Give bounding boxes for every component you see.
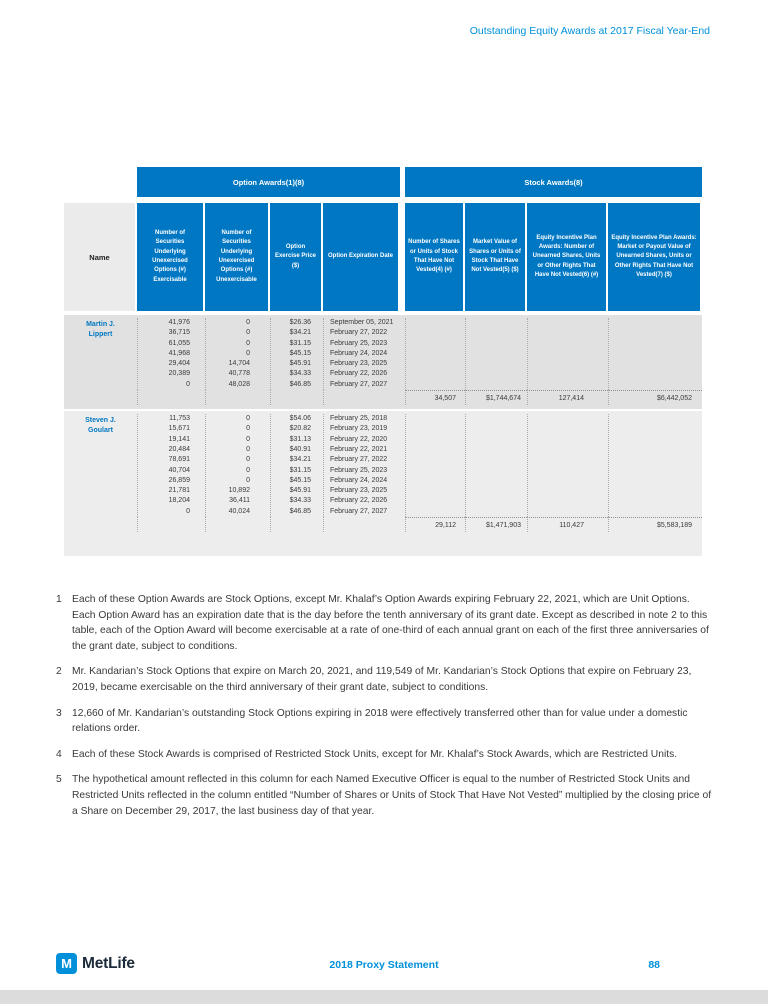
exercisable-value: 0 bbox=[186, 380, 190, 388]
stock-column-spacer bbox=[527, 414, 608, 517]
expiration_date-value: February 23, 2019 bbox=[330, 425, 388, 433]
unexercisable-cell bbox=[205, 318, 270, 390]
column-header-eip-value: Equity Incentive Plan Awards: Market or Payout Value of Unearned Shares, Units or Other Rights That Have Not Vested(7) ($) bbox=[608, 203, 702, 311]
expiration_date-value: September 05, 2021 bbox=[330, 319, 394, 326]
exercise_price-value: $31.15 bbox=[289, 339, 311, 347]
column-header-exercisable: Number of Securities Underlying Unexercised Options (#) Exercisable bbox=[137, 203, 205, 311]
footnote-number: 4 bbox=[56, 748, 62, 760]
unexercisable-value: 0 bbox=[246, 425, 250, 433]
expiration_date-cell bbox=[323, 414, 405, 517]
exercisable-value: 0 bbox=[186, 507, 190, 515]
eip_unearned_value-value: $6,442,052 bbox=[608, 390, 702, 405]
expiration_date-value: February 23, 2025 bbox=[330, 487, 388, 495]
unexercisable-value: 10,892 bbox=[228, 487, 250, 495]
footnote-text: Mr. Kandarian’s Stock Options that expire on March 20, 2021, and 119,549 of Mr. Kandarian’s Stock Options that expire on February 23, 2019, became exercisable on the third anniversary of their grant date, subject to conditions. bbox=[72, 666, 692, 693]
expiration_date-value: February 22, 2021 bbox=[330, 445, 388, 453]
unexercisable-value: 0 bbox=[246, 319, 250, 326]
exercisable-value: 41,968 bbox=[168, 349, 190, 357]
exercisable-value: 20,389 bbox=[168, 370, 190, 378]
eip_unearned_units-value: 110,427 bbox=[527, 517, 608, 532]
table-row bbox=[64, 315, 702, 409]
unexercisable-value: 0 bbox=[246, 329, 250, 337]
stock-column-spacer bbox=[608, 318, 702, 390]
footnote-text: The hypothetical amount reflected in this column for each Named Executive Officer is equal to the number of Restricted Stock Units and Restricted Units reflected in the column entitled “Number of Shares or Units of Stock That Have Not Vested” multiplied by the closing price of a Share on December 29, 2017, the last business day of that year. bbox=[72, 774, 712, 817]
table-row bbox=[64, 409, 702, 556]
stock-column-spacer bbox=[608, 414, 702, 517]
expiration_date-value: February 24, 2024 bbox=[330, 349, 388, 357]
unexercisable-cell bbox=[205, 414, 270, 517]
units_not_vested-value: 29,112 bbox=[405, 517, 465, 532]
column-header-market-value: Market Value of Shares or Units of Stock That Have Not Vested(5) ($) bbox=[465, 203, 527, 311]
footnote-number: 3 bbox=[56, 707, 62, 719]
unexercisable-value: 0 bbox=[246, 349, 250, 357]
subtotal-spacer bbox=[64, 517, 137, 532]
stock-column-spacer bbox=[405, 414, 465, 517]
stock-column-spacer bbox=[527, 318, 608, 390]
unexercisable-value: 40,778 bbox=[228, 370, 250, 378]
expiration_date-value: February 22, 2020 bbox=[330, 435, 388, 443]
unexercisable-value: 48,028 bbox=[228, 380, 250, 388]
exercise_price-value: $31.13 bbox=[289, 435, 311, 443]
subtotal-spacer bbox=[137, 390, 205, 405]
exercisable-value: 20,484 bbox=[168, 445, 190, 453]
stock-column-spacer bbox=[465, 318, 527, 390]
unexercisable-value: 0 bbox=[246, 339, 250, 347]
unexercisable-value: 14,704 bbox=[228, 360, 250, 368]
eip_unearned_value-value: $5,583,189 bbox=[608, 517, 702, 532]
footnote-number: 1 bbox=[56, 594, 62, 605]
section-header: Outstanding Equity Awards at 2017 Fiscal Year-End bbox=[469, 25, 710, 37]
footnote-item bbox=[56, 706, 716, 737]
exercise_price-value: $45.91 bbox=[289, 360, 311, 368]
exercisable-value: 41,976 bbox=[168, 319, 190, 326]
exercisable-value: 11,753 bbox=[169, 415, 190, 423]
table-group-header-row bbox=[64, 167, 702, 197]
exercise_price-value: $34.33 bbox=[289, 497, 311, 505]
executive-name bbox=[64, 318, 137, 390]
executive-name-line: Lippert bbox=[88, 330, 113, 338]
exercisable-value: 78,691 bbox=[168, 456, 190, 464]
exercisable-value: 15,671 bbox=[168, 425, 190, 433]
column-header-units-not-vested: Number of Shares or Units of Stock That Have Not Vested(4) (#) bbox=[405, 203, 465, 311]
footnotes bbox=[56, 592, 716, 829]
exercise_price-value: $34.21 bbox=[289, 329, 311, 337]
table-body bbox=[64, 315, 702, 556]
unexercisable-value: 36,411 bbox=[229, 497, 250, 505]
footnote-text: 12,660 of Mr. Kandarian’s outstanding Stock Options expiring in 2018 were effectively transferred other than for value under a domestic relations order. bbox=[72, 707, 688, 735]
page-bottom-strip bbox=[0, 990, 768, 1004]
subtotal-spacer bbox=[205, 517, 270, 532]
stock-column-spacer bbox=[405, 318, 465, 390]
exercise_price-cell bbox=[270, 318, 323, 390]
expiration_date-value: February 22, 2026 bbox=[330, 497, 388, 505]
column-header-exercise-price: Option Exercise Price ($) bbox=[270, 203, 323, 311]
exercise_price-value: $54.06 bbox=[289, 415, 311, 423]
unexercisable-value: 0 bbox=[246, 476, 250, 484]
exercisable-value: 61,055 bbox=[168, 339, 190, 347]
unexercisable-value: 0 bbox=[246, 435, 250, 443]
column-header-unexercisable: Number of Securities Underlying Unexercised Options (#) Unexercisable bbox=[205, 203, 270, 311]
exercisable-cell bbox=[137, 414, 205, 517]
expiration_date-value: February 25, 2023 bbox=[330, 339, 388, 347]
exercisable-value: 26,859 bbox=[168, 476, 190, 484]
option-awards-group-header: Option Awards(1)(8) bbox=[137, 167, 400, 197]
footnote-number: 2 bbox=[56, 666, 62, 678]
exercise_price-value: $31.15 bbox=[289, 466, 311, 474]
market_value_not_vested-value: $1,471,903 bbox=[465, 517, 527, 532]
unexercisable-value: 0 bbox=[246, 415, 250, 423]
expiration_date-cell bbox=[323, 318, 405, 390]
subtotal-spacer bbox=[323, 390, 405, 405]
exercise_price-value: $20.82 bbox=[289, 425, 311, 433]
equity-awards-table bbox=[64, 167, 702, 556]
expiration_date-value: February 25, 2023 bbox=[330, 466, 388, 474]
expiration_date-value: February 24, 2024 bbox=[330, 476, 388, 484]
exercisable-value: 19,141 bbox=[168, 435, 190, 443]
footnote-text: Each of these Option Awards are Stock Options, except Mr. Khalaf’s Option Awards expiring February 22, 2021, which are Unit Options. Each Option Award has an expiration date that is the day before the tenth anniversary of its grant date. Except as described in note 2 to this table, each of the Option Award will become exercisable at a rate of one-third of each annual grant on each of the first three anniversaries of the grant date, subject to conditions. bbox=[72, 594, 709, 652]
exercisable-value: 21,781 bbox=[168, 487, 190, 495]
exercise_price-value: $26.36 bbox=[289, 319, 311, 326]
subtotal-spacer bbox=[323, 517, 405, 532]
exercise_price-value: $40.91 bbox=[289, 445, 311, 453]
footnote-item bbox=[56, 592, 716, 654]
expiration_date-value: February 27, 2027 bbox=[330, 507, 388, 515]
eip_unearned_units-value: 127,414 bbox=[527, 390, 608, 405]
column-header-name: Name bbox=[64, 203, 137, 311]
footer-title: 2018 Proxy Statement bbox=[329, 959, 439, 971]
table-column-header-row bbox=[64, 203, 702, 311]
footnote-text: Each of these Stock Awards is comprised of Restricted Stock Units, except for Mr. Khalaf’s Stock Awards, which are Restricted Units. bbox=[72, 748, 678, 760]
exercisable-value: 29,404 bbox=[168, 360, 190, 368]
page-footer bbox=[56, 952, 712, 978]
metlife-logo-icon: M bbox=[56, 953, 77, 974]
subtotal-spacer bbox=[64, 390, 137, 405]
subtotal-spacer bbox=[270, 517, 323, 532]
option-grant-rows bbox=[64, 318, 702, 390]
market_value_not_vested-value: $1,744,674 bbox=[465, 390, 527, 405]
expiration_date-value: February 25, 2018 bbox=[330, 415, 388, 423]
exercisable-value: 40,704 bbox=[168, 466, 190, 474]
unexercisable-value: 0 bbox=[246, 456, 250, 464]
units_not_vested-value: 34,507 bbox=[405, 390, 465, 405]
unexercisable-value: 0 bbox=[246, 466, 250, 474]
footnote-item bbox=[56, 664, 716, 695]
stock-awards-values-row bbox=[64, 390, 702, 405]
stock-awards-values-row bbox=[64, 517, 702, 532]
expiration_date-value: February 27, 2022 bbox=[330, 456, 388, 464]
exercise_price-value: $46.85 bbox=[289, 507, 311, 515]
unexercisable-value: 40,024 bbox=[228, 507, 250, 515]
column-header-expiration-date: Option Expiration Date bbox=[323, 203, 400, 311]
option-grant-rows bbox=[64, 414, 702, 517]
metlife-wordmark: MetLife bbox=[82, 954, 135, 972]
exercisable-value: 36,715 bbox=[168, 329, 190, 337]
exercise_price-value: $45.15 bbox=[289, 349, 311, 357]
footnote-number: 5 bbox=[56, 774, 62, 786]
exercise_price-value: $34.21 bbox=[289, 456, 311, 464]
expiration_date-value: February 22, 2026 bbox=[330, 370, 388, 378]
expiration_date-value: February 27, 2027 bbox=[330, 380, 388, 388]
exercise_price-value: $34.33 bbox=[289, 370, 311, 378]
unexercisable-value: 0 bbox=[246, 445, 250, 453]
footnote-item bbox=[56, 747, 716, 763]
exercise_price-value: $46.85 bbox=[289, 380, 311, 388]
executive-name-line: Goulart bbox=[88, 426, 113, 434]
column-header-eip-units: Equity Incentive Plan Awards: Number of Unearned Shares, Units or Other Rights That Have Not Vested(6) (#) bbox=[527, 203, 608, 311]
stock-awards-group-header: Stock Awards(8) bbox=[405, 167, 702, 197]
group-header-spacer bbox=[64, 167, 137, 197]
expiration_date-value: February 27, 2022 bbox=[330, 329, 388, 337]
executive-name bbox=[64, 414, 137, 517]
exercise_price-value: $45.91 bbox=[289, 487, 311, 495]
stock-column-spacer bbox=[465, 414, 527, 517]
exercise_price-value: $45.15 bbox=[289, 476, 311, 484]
expiration_date-value: February 23, 2025 bbox=[330, 360, 388, 368]
executive-name-line: Steven J. bbox=[85, 417, 116, 425]
page-number: 88 bbox=[648, 959, 660, 971]
subtotal-spacer bbox=[205, 390, 270, 405]
subtotal-spacer bbox=[270, 390, 323, 405]
footnote-item bbox=[56, 772, 716, 819]
executive-name-line: Martin J. bbox=[86, 321, 115, 328]
exercisable-value: 18,204 bbox=[168, 497, 190, 505]
subtotal-spacer bbox=[137, 517, 205, 532]
exercise_price-cell bbox=[270, 414, 323, 517]
exercisable-cell bbox=[137, 318, 205, 390]
